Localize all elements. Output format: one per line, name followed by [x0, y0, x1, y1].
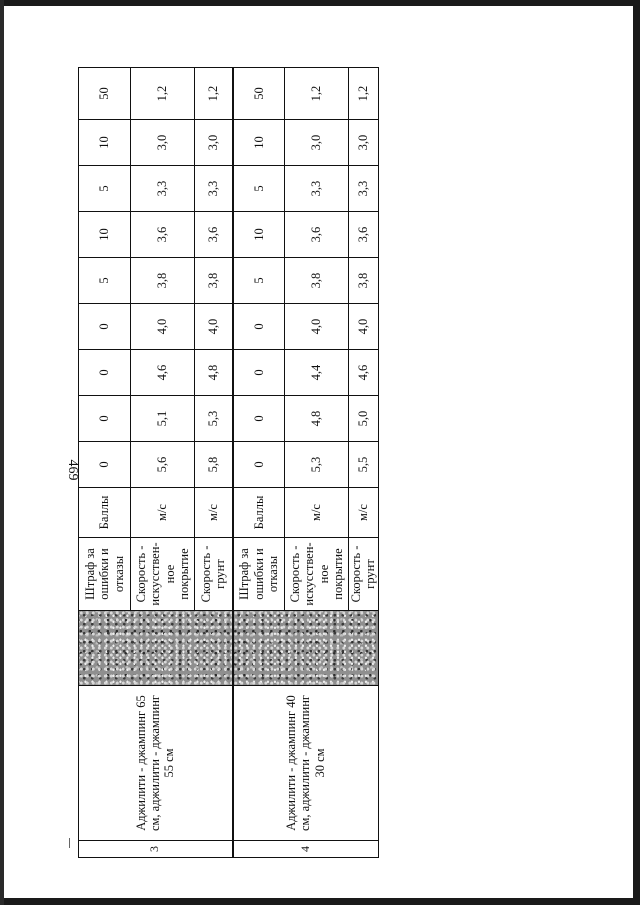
value-cell: 3,3: [349, 166, 379, 212]
value-cell: 4,8: [285, 396, 349, 442]
discipline-cell: [79, 686, 233, 841]
value-cell: 5: [233, 166, 285, 212]
unit-cell: м/с: [349, 488, 379, 538]
value-cell: 4,0: [195, 304, 233, 350]
value-cell: 5,0: [349, 396, 379, 442]
scan-border-right: [633, 0, 640, 905]
value-cell: 3,3: [195, 166, 233, 212]
value-cell: 4,0: [285, 304, 349, 350]
value-cell: 3,0: [131, 120, 195, 166]
value-cell: 0: [79, 442, 131, 488]
value-cell: 3,3: [131, 166, 195, 212]
table-row: [79, 68, 131, 858]
value-cell: 5,5: [349, 442, 379, 488]
scoring-table: [78, 67, 379, 858]
value-cell: 4,8: [195, 350, 233, 396]
row-number: 3: [79, 841, 233, 858]
value-cell: 50: [79, 68, 131, 120]
value-cell: 5: [79, 258, 131, 304]
value-cell: 0: [79, 396, 131, 442]
value-cell: 4,6: [131, 350, 195, 396]
value-cell: 50: [233, 68, 285, 120]
value-cell: 3,6: [131, 212, 195, 258]
scan-border-left: [0, 0, 4, 905]
table-row: [233, 68, 285, 858]
sub-row-label: Штраф за ошибки и отказы: [233, 538, 285, 611]
value-cell: 0: [233, 304, 285, 350]
value-cell: 5,8: [195, 442, 233, 488]
value-cell: 5: [233, 258, 285, 304]
discipline-name: Аджилити - джампинг 40 см, аджилити - джампинг 30 см: [284, 694, 327, 832]
value-cell: 10: [79, 212, 131, 258]
page-number: 469: [65, 459, 80, 481]
value-cell: 3,3: [285, 166, 349, 212]
value-cell: 4,4: [285, 350, 349, 396]
value-cell: 3,0: [285, 120, 349, 166]
value-cell: 0: [233, 396, 285, 442]
value-cell: 0: [79, 304, 131, 350]
value-cell: 1,2: [349, 68, 379, 120]
value-cell: 1,2: [131, 68, 195, 120]
unit-cell: м/с: [285, 488, 349, 538]
value-cell: 3,0: [195, 120, 233, 166]
unit-cell: Баллы: [233, 488, 285, 538]
sub-row-label: Скорость - искусствен-ное покрытие: [285, 538, 349, 611]
value-cell: 0: [233, 350, 285, 396]
value-cell: 4,0: [349, 304, 379, 350]
value-cell: 4,6: [349, 350, 379, 396]
row-number: 4: [233, 841, 379, 858]
sub-row-label: Скорость - грунт: [349, 538, 379, 611]
value-cell: 5,3: [195, 396, 233, 442]
value-cell: 5,6: [131, 442, 195, 488]
value-cell: 5,1: [131, 396, 195, 442]
discipline-name: Аджилити - джампинг 65 см, аджилити - джампинг 55 см: [133, 694, 177, 832]
unit-cell: м/с: [131, 488, 195, 538]
scan-border-top: [0, 0, 640, 6]
value-cell: 3,6: [195, 212, 233, 258]
value-cell: 0: [233, 442, 285, 488]
rotated-table-container: [78, 68, 378, 858]
value-cell: 3,6: [285, 212, 349, 258]
redacted-cell: [79, 611, 233, 686]
discipline-cell: [233, 686, 379, 841]
value-cell: 3,8: [131, 258, 195, 304]
value-cell: 3,0: [349, 120, 379, 166]
value-cell: 3,8: [195, 258, 233, 304]
value-cell: 1,2: [195, 68, 233, 120]
scan-border-bottom: [0, 898, 640, 905]
value-cell: 3,8: [285, 258, 349, 304]
value-cell: 1,2: [285, 68, 349, 120]
value-cell: 5,3: [285, 442, 349, 488]
value-cell: 4,0: [131, 304, 195, 350]
value-cell: 10: [233, 120, 285, 166]
redacted-cell: [233, 611, 379, 686]
value-cell: 0: [79, 350, 131, 396]
sub-row-label: Скорость - грунт: [195, 538, 233, 611]
value-cell: 3,6: [349, 212, 379, 258]
value-cell: 10: [79, 120, 131, 166]
sub-row-label: Скорость - искусствен-ное покрытие: [131, 538, 195, 611]
unit-cell: Баллы: [79, 488, 131, 538]
value-cell: 10: [233, 212, 285, 258]
value-cell: 5: [79, 166, 131, 212]
unit-cell: м/с: [195, 488, 233, 538]
sub-row-label: Штраф за ошибки и отказы: [79, 538, 131, 611]
scan-mark: [69, 838, 70, 848]
value-cell: 3,8: [349, 258, 379, 304]
